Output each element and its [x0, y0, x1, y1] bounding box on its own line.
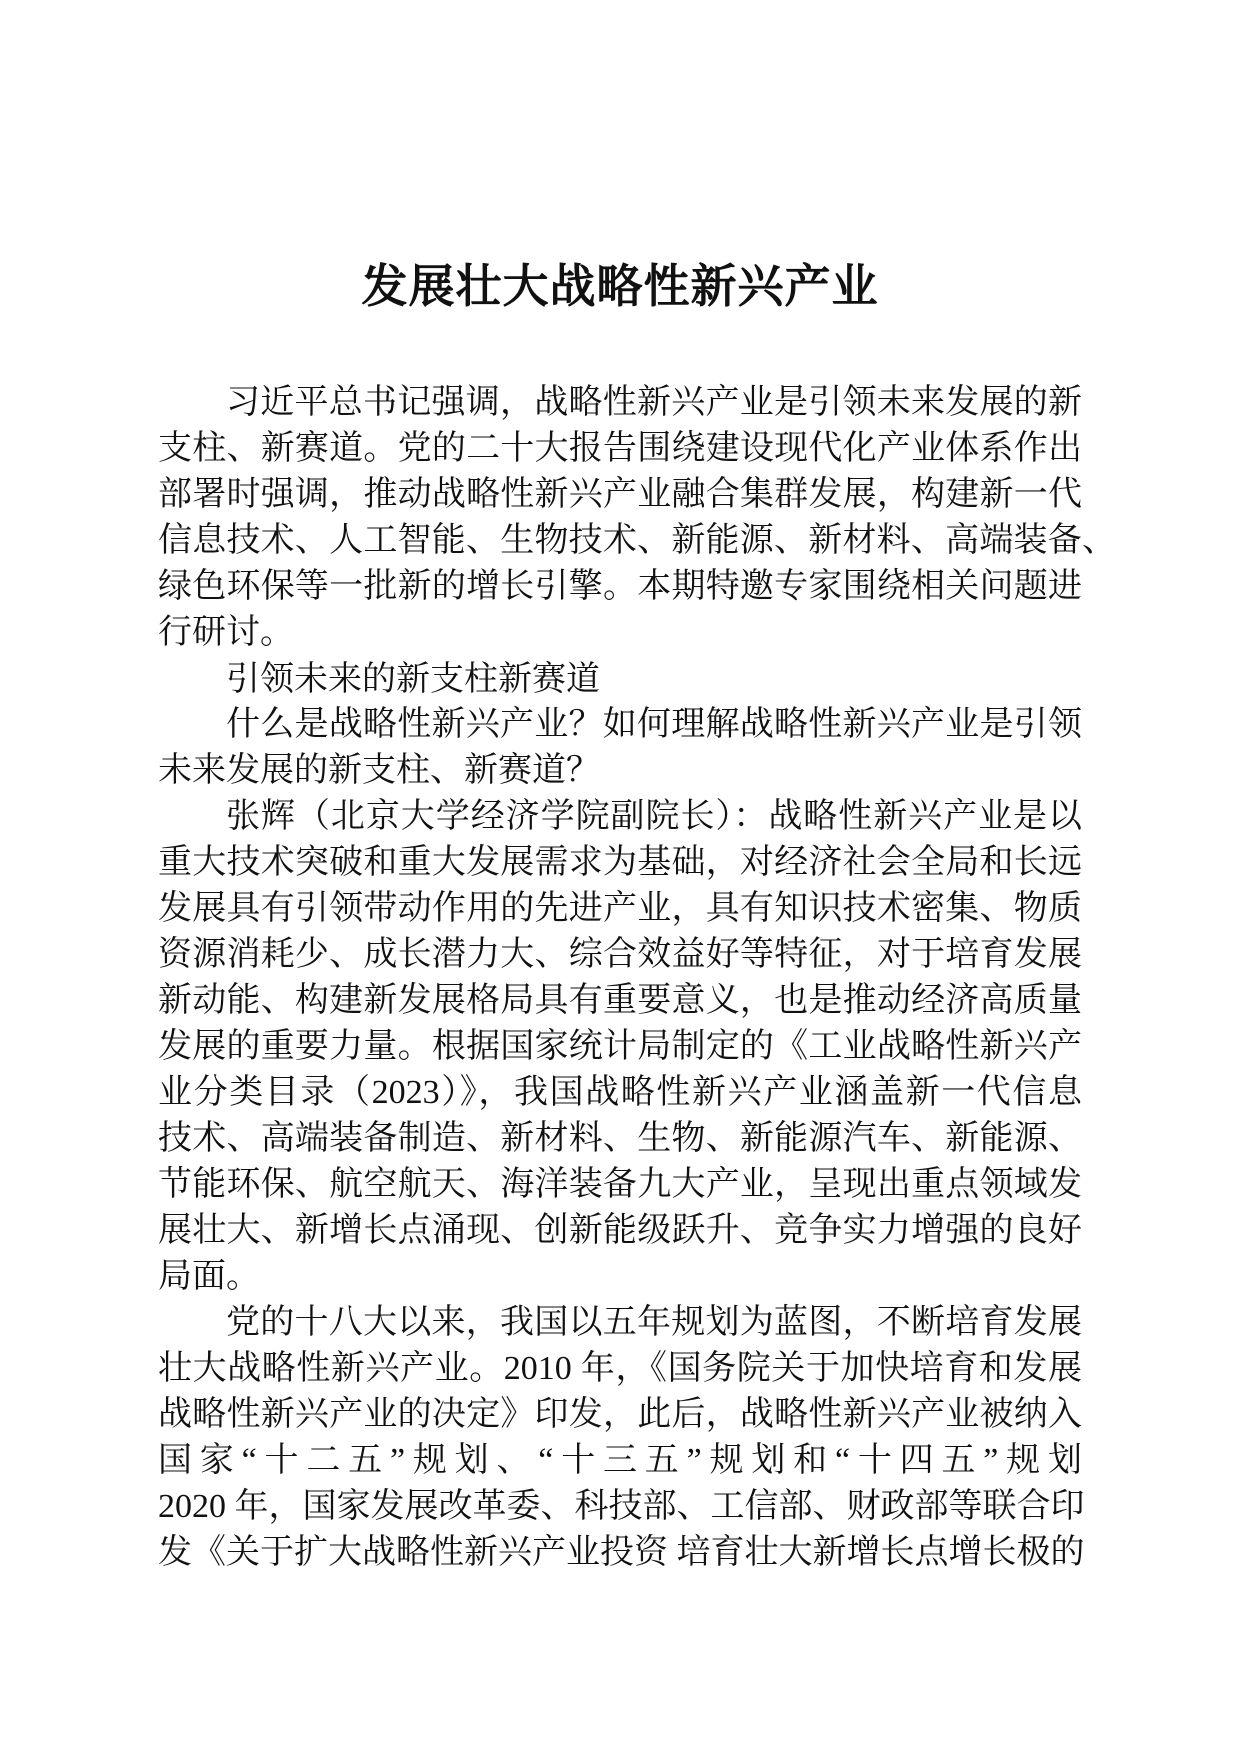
paragraph-line: 展壮大、新增长点涌现、创新能级跃升、竞争实力增强的良好 [158, 1212, 1082, 1249]
paragraph-line: 战略性新兴产业的决定》印发，此后，战略性新兴产业被纳入 [158, 1396, 1082, 1433]
interview-question [158, 702, 1082, 794]
paragraph-line: 业分类目录（2023）》，我国战略性新兴产业涵盖新一代信息 [158, 1074, 1082, 1111]
section-heading: 引领未来的新支柱新赛道 [226, 660, 600, 698]
paragraph-line: 发展具有引领带动作用的先进产业，具有知识技术密集、物质 [158, 890, 1082, 927]
article-body [158, 380, 1116, 1576]
paragraph-line: 信息技术、人工智能、生物技术、新能源、新材料、高端装备、 [158, 522, 1116, 559]
paragraph-line: 资源消耗少、成长潜力大、综合效益好等特征，对于培育发展 [158, 936, 1082, 973]
paragraph-line: 张辉（北京大学经济学院副院长）：战略性新兴产业是以 [226, 798, 1082, 835]
paragraph-line: 2020 年，国家发展改革委、科技部、工信部、财政部等联合印 [158, 1488, 1085, 1525]
paragraph-line: 国家“十二五”规划、“十三五”规划和“十四五”规划 [158, 1442, 1082, 1479]
paragraph-line: 发《关于扩大战略性新兴产业投资 培育壮大新增长点增长极的 [158, 1534, 1085, 1571]
paragraph-line: 新动能、构建新发展格局具有重要意义，也是推动经济高质量 [158, 982, 1082, 1019]
expert-answer [158, 794, 1082, 1300]
paragraph-line: 习近平总书记强调，战略性新兴产业是引领未来发展的新 [226, 384, 1082, 421]
paragraph-line: 绿色环保等一批新的增长引擎。本期特邀专家围绕相关问题进 [158, 568, 1082, 605]
paragraph-line: 部署时强调，推动战略性新兴产业融合集群发展，构建新一代 [158, 476, 1082, 513]
paragraph-line: 发展的重要力量。根据国家统计局制定的《工业战略性新兴产 [158, 1028, 1082, 1065]
paragraph-line: 壮大战略性新兴产业。2010 年，《国务院关于加快培育和发展 [158, 1350, 1082, 1387]
paragraph-line: 行研讨。 [158, 614, 294, 651]
paragraph-line: 支柱、新赛道。党的二十大报告围绕建设现代化产业体系作出 [158, 430, 1082, 467]
paragraph-line: 技术、高端装备制造、新材料、生物、新能源汽车、新能源、 [158, 1120, 1082, 1157]
paragraph-line: 什么是战略性新兴产业？如何理解战略性新兴产业是引领 [226, 706, 1082, 743]
document-title: 发展壮大战略性新兴产业 [361, 261, 879, 312]
paragraph-line: 局面。 [158, 1258, 260, 1295]
paragraph-line: 党的十八大以来，我国以五年规划为蓝图，不断培育发展 [226, 1304, 1082, 1341]
paragraph-line: 未来发展的新支柱、新赛道？ [158, 752, 600, 789]
paragraph-line: 节能环保、航空航天、海洋装备九大产业，呈现出重点领域发 [158, 1166, 1082, 1203]
body-paragraph [158, 1300, 1085, 1576]
lead-paragraph [158, 380, 1116, 656]
paragraph-line: 重大技术突破和重大发展需求为基础，对经济社会全局和长远 [158, 844, 1082, 881]
